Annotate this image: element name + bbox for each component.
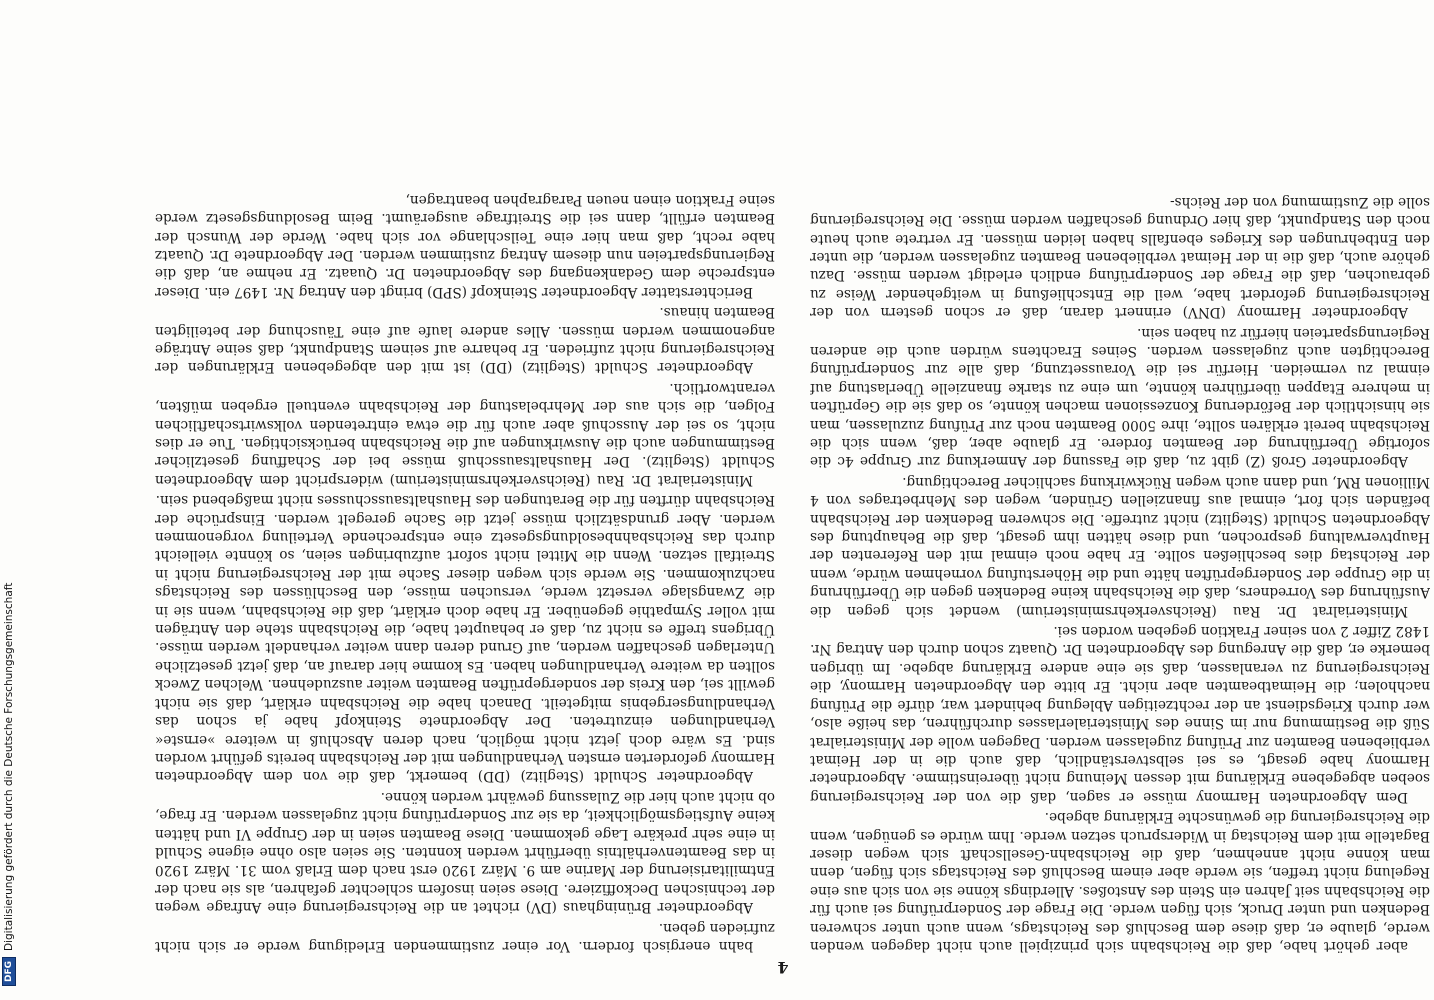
credit-text: Digitalisierung gefördert durch die Deutsche Forschungsgemeinschaft bbox=[3, 582, 15, 951]
rotated-scanned-page bbox=[140, 75, 1430, 977]
digitization-credit bbox=[1, 0, 17, 1000]
paragraph: Dem Abgeordneten Harmony müsse er sagen, daß die von der Reichsregierung soeben abgegebene Erklärung mit dessen Meinung nicht übereinstimme. Abgeordneter Harmony habe gesagt, es sei selbstverständlich, daß auch die in der Heimat verbliebenen Beamten zur Prüfung zugelassen werden. Dagegen wolle der Ministerialrat Süß die Bestimmung nur im Sinne des Ministerialerlasses durchführen, das heiße also, wer durch Kriegsdienst an der rechtzeitigen Ablegung behindert war, dürfe die Prüfung nachholen; die Heimatbeamten aber nicht. Er bitte den Abgeordneten Harmony, die Reichsregierung zu veranlassen, daß sie eine andere Erklärung abgebe. Im übrigen bemerke er, daß die Anregung des Abgeordneten Dr. Quaatz schon durch den Antrag Nr. 1482 Ziffer 2 von seiner Fraktion gegeben worden sei. bbox=[810, 623, 1430, 805]
paragraph: Berichterstatter Abgeordneter Steinkopf (SPD) bringt den Antrag Nr. 1497 ein. Dieser entspreche dem Gedankengang des Abgeordneten Dr. Quaatz. Er nehme an, daß die Regierungsparteien nun diesem Antrag zustimmen werden. Der Abgeordnete Dr. Quaatz habe recht, daß man hier eine Teilschlange vor sich habe. Werde der Wunsch der Beamten erfüllt, dann sei die Streitfrage ausgeräumt. Beim Besoldungsgesetz werde seine Fraktion einen neuen Paragraphen beantragen, bbox=[155, 191, 775, 300]
paragraph: aber gehört habe, daß die Reichsbahn sich prinzipiell auch nicht dagegen wenden werde, glaube er, daß diese dem Beschluß des Reichstags, wenn auch unter schweren Bedenken und unter Druck, sich fügen werde. Die Frage der Sonderprüfung sei auch für die Reichsbahn seit Jahren ein Stein des Anstoßes. Allerdings könne sie von sich aus eine Regelung nicht treffen, sie werde aber einem Beschluß des Reichstags sich fügen, denn man könne nicht annehmen, daß die Reichsbahn-Gesellschaft sich wegen dieser Bagatelle mit dem Reichstag in Widerspruch setzen werde. Ihm würde es genügen, wenn die Reichsregierung die gewünschte Erklärung abgebe. bbox=[810, 809, 1430, 954]
paragraph: Abgeordneter Groß (Z) gibt zu, daß die Fassung der Anmerkung zur Gruppe 4c die sofortige Überführung der Beamten fordere. Er glaube aber, daß, wenn sich die Reichsbahn bereit erklären sollte, ihre 5000 Beamten noch zur Prüfung zuzulassen, man sie hinsichtlich der Beförderung Konzessionen machen könnte, so daß sie die Geprüften in mehrere Etappen überführen könnte, um eine zu starke finanzielle Überlastung auf einmal zu vermeiden. Hierfür sei die Voraussetzung, daß alle zur Sonderprüfung Berechtigten auch zugelassen werden. Seines Erachtens würden auch die anderen Regierungsparteien hierfür zu haben sein. bbox=[810, 324, 1430, 470]
paragraph: Abgeordneter Harmony (DNV) erinnert daran, daß er schon gestern von der Reichsregierung gefordert habe, weil die Entschließung in weitgehender Weise zu gebrauchen, daß die Frage der Sonderprüfung endlich erledigt werden müsse. Dazu gehöre auch, daß die in der Heimat verbliebenen Beamten zugelassen werden, die unter den Entbehrungen des Krieges ebenfalls haben leiden müssen. Er vertrete auch heute noch den Standpunkt, daß hier Ordnung geschaffen werden müsse. Die Reichsregierung solle die Zustimmung von der Reichs- bbox=[810, 193, 1430, 321]
page-number: 4 bbox=[777, 958, 789, 977]
paragraph: bahn energisch fordern. Vor einer zustimmenden Erledigung werde er sich nicht zufrieden geben. bbox=[155, 919, 775, 954]
text-column-left bbox=[810, 95, 1430, 955]
paragraph: Abgeordneter Brüninghaus (DV) richtet an die Reichsregierung eine Anfrage wegen der technischen Deckoffiziere. Diese seien insofern schlechter gefahren, als sie nach der Entmilitarisierung der Marine am 9. März 1920 erst nach dem Erlaß vom 31. März 1920 in das Beamtenverhältnis überführt werden konnten. Sie seien also ohne eigene Schuld in eine sehr prekäre Lage gekommen. Diese Beamten seien in der Gruppe VI und hätten keine Aufstiegsmöglichkeit, da sie zur Sonderprüfung nicht zugelassen werden. Er frage, ob nicht auch hier die Zulassung gewährt werden könne. bbox=[155, 788, 775, 916]
paragraph: Abgeordneter Schuldt (Steglitz) (DD) ist mit den abgegebenen Erklärungen der Reichsregierung nicht zufrieden. Er beharre auf seinem Standpunkt, daß seine Anträge angenommen werden müssen. Alles andere laufe auf eine Täuschung der beteiligten Beamten hinaus. bbox=[155, 304, 775, 376]
dfg-logo-icon: DFG bbox=[2, 957, 16, 986]
text-column-right bbox=[155, 95, 775, 955]
paragraph: Ministerialrat Dr. Rau (Reichsverkehrsministerium) widerspricht dem Abgeordneten Schuldt (Steglitz). Der Haushaltsausschuß müsse bei der Schaffung gesetzlicher Bestimmungen auch die Auswirkungen auf die Reichsbahn berücksichtigen. Tue er dies nicht, so sei der Ausschuß aber auch für die etwa eintretenden volkswirtschaftlichen Folgen, die sich aus der Mehrbelastung der Reichsbahn eventuell ergeben müßten, verantwortlich. bbox=[155, 379, 775, 488]
paragraph: Ministerialrat Dr. Rau (Reichsverkehrsministerium) wendet sich gegen die Ausführung des Vorredners, daß die Reichsbahn keine Bedenken gegen die Überführung in die Gruppe der Sondergeprüften hätte und die Höherstufung vornehmen würde, wenn der Reichstag dies beschließen sollte. Er habe noch einmal mit den Referenten der Hauptverwaltung gesprochen, und diese hätten ihm gesagt, daß die Behauptung des Abgeordneten Schuldt (Steglitz) nicht zutreffe. Die schweren Bedenken der Reichsbahn befänden sich fort, einmal aus finanziellen Gründen, wegen des Mehrbetrages von 4 Millionen RM, und dann auch wegen Rückwirkung sachlicher Berechtigung. bbox=[810, 473, 1430, 619]
paragraph: Abgeordneter Schuldt (Steglitz) (DD) bemerkt, daß die von dem Abgeordneten Harmony geforderten ernsten Verhandlungen mit der Reichsbahn bereits geführt worden sind. Es wäre doch jetzt nicht möglich, nach deren Abschluß in weitere »ernste« Verhandlungen einzutreten. Der Abgeordnete Steinkopf habe ja schon das Verhandlungsergebnis mitgeteilt. Danach habe die Reichsbahn erklärt, daß sie nicht gewillt sei, den Kreis der sondergeprüften Beamten weiter auszudehnen. Welchen Zweck sollten da weitere Verhandlungen haben. Es komme hier darauf an, daß jetzt gesetzliche Unterlagen geschaffen werden, auf Grund deren dann weiter verhandelt werden müsse. Übrigens treffe es nicht zu, daß er behauptet habe, die Reichsbahn stehe den Anträgen mit voller Sympathie gegenüber. Er habe doch erklärt, daß die Reichsbahn, wenn sie in die Zwangslage versetzt werde, versuchen müsse, den Beschlüssen des Reichstags nachzukommen. Sie werde sich wegen dieser Sache mit der Reichsregierung nicht in Streitfall setzen. Wenn die Mittel nicht sofort aufzubringen seien, so könnte vielleicht durch das Reichsbahnbesoldungsgesetz eine entsprechende Verteilung vorgenommen werden. Aber grundsätzlich müsse jetzt die Sache geregelt werden. Einsprüche der Reichsbahn dürften für die Beratungen des Haushaltsausschusses nicht maßgebend sein. bbox=[155, 492, 775, 785]
